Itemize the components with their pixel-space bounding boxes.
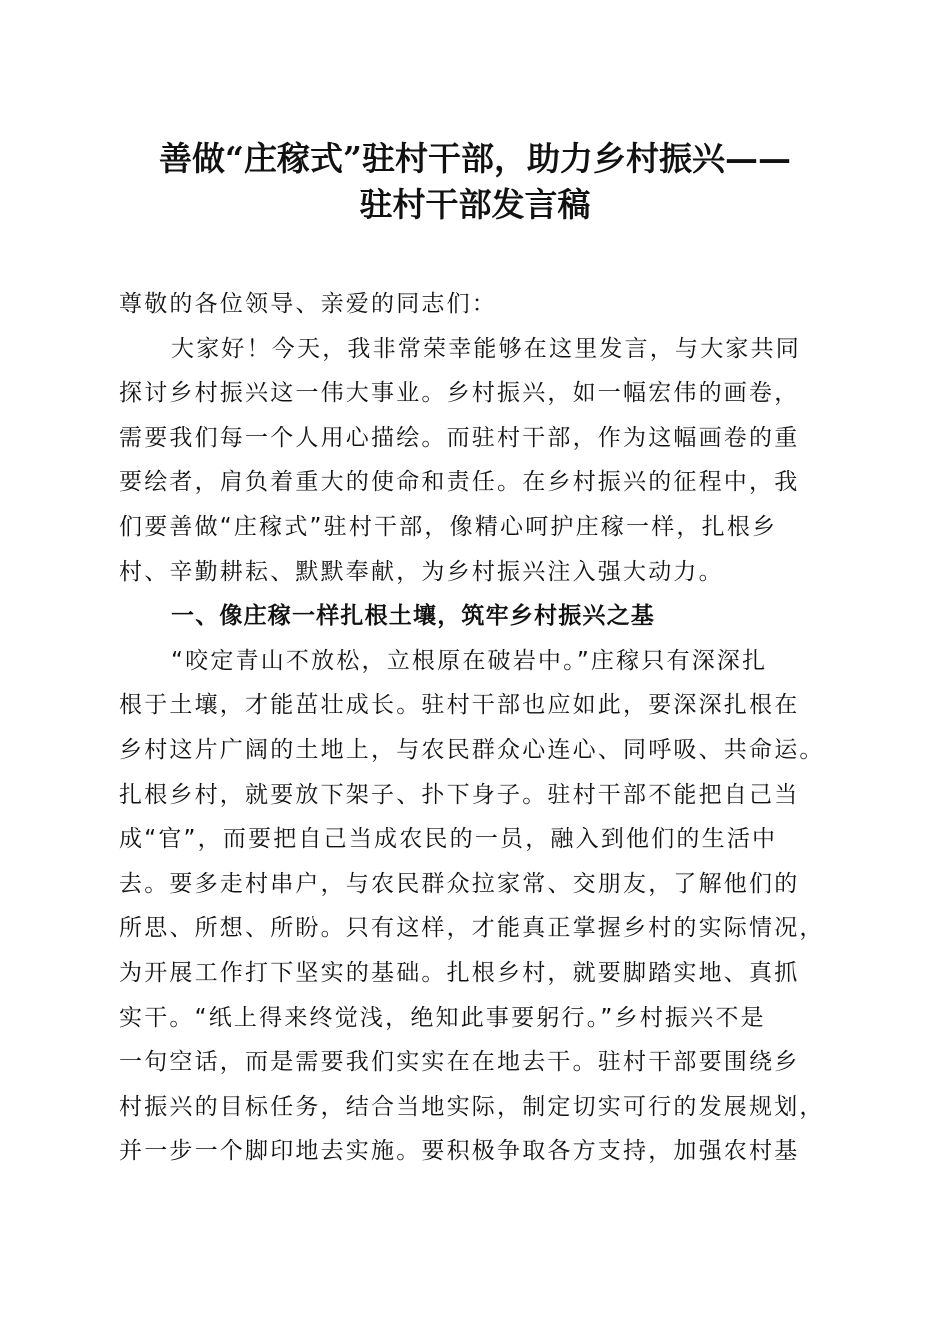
paragraph-line: 根于土壤，才能茁壮成长。驻村干部也应如此，要深深扎根在 [119, 692, 800, 719]
paragraph-line: 为开展工作打下坚实的基础。扎根乡村，就要脚踏实地、真抓 [119, 959, 800, 986]
document-title-line-2: 驻村干部发言稿 [359, 185, 591, 224]
greeting: 尊敬的各位领导、亲爱的同志们： [119, 291, 497, 317]
paragraph-line: 一句空话，而是需要我们实实在在地去干。驻村干部要围绕乡 [119, 1049, 800, 1076]
paragraph-line: 村振兴的目标任务，结合当地实际，制定切实可行的发展规划， [119, 1093, 825, 1120]
paragraph-line: “咬定青山不放松，立根原在破岩中。”庄稼只有深深扎 [171, 647, 768, 674]
paragraph-line: 村、辛勤耕耘、默默奉献，为乡村振兴注入强大动力。 [119, 558, 724, 585]
paragraph-line: 们要善做“庄稼式”驻村干部，像精心呵护庄稼一样，扎根乡 [119, 513, 778, 540]
paragraph-line: 乡村这片广阔的土地上，与农民群众心连心、同呼吸、共命运。 [119, 736, 825, 763]
paragraph-line: 所思、所想、所盼。只有这样，才能真正掌握乡村的实际情况， [119, 915, 825, 942]
paragraph-line: 探讨乡村振兴这一伟大事业。乡村振兴，如一幅宏伟的画卷， [119, 380, 800, 407]
paragraph-line: 去。要多走村串户，与农民群众拉家常、交朋友，了解他们的 [119, 870, 800, 897]
document-title-line-1: 善做“庄稼式”驻村干部，助力乡村振兴—— [159, 139, 791, 178]
paragraph-line: 大家好！今天，我非常荣幸能够在这里发言，与大家共同 [171, 335, 801, 362]
paragraph-line: 并一步一个脚印地去实施。要积极争取各方支持，加强农村基 [119, 1138, 800, 1165]
paragraph-line: 实干。“纸上得来终觉浅，绝知此事要躬行。”乡村振兴不是 [119, 1004, 766, 1031]
section-heading: 一、像庄稼一样扎根土壤，筑牢乡村振兴之基 [171, 603, 655, 630]
paragraph-line: 需要我们每一个人用心描绘。而驻村干部，作为这幅画卷的重 [119, 424, 800, 451]
paragraph-line: 扎根乡村，就要放下架子、扑下身子。驻村干部不能把自己当 [119, 781, 800, 808]
document-body [119, 282, 831, 1174]
paragraph-line: 成“官”，而要把自己当成农民的一员，融入到他们的生活中 [119, 826, 778, 853]
paragraph-line: 要绘者，肩负着重大的使命和责任。在乡村振兴的征程中，我 [119, 469, 800, 496]
